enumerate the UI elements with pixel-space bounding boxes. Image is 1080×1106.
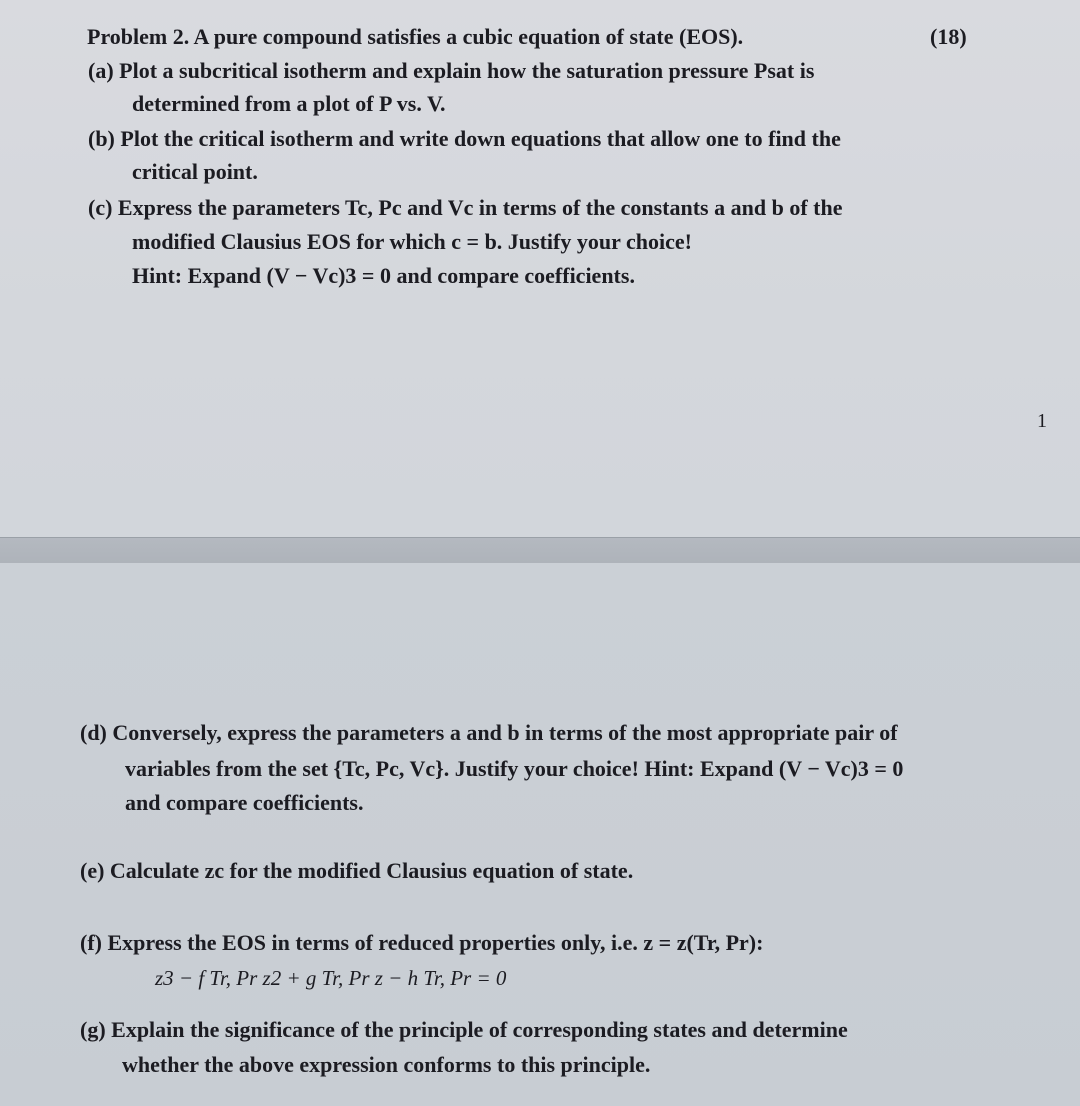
part-a-line1: (a) Plot a subcritical isotherm and explain how the saturation pressure Psat is xyxy=(88,58,815,83)
part-g-line1: (g) Explain the significance of the principle of corresponding states and determine xyxy=(80,1017,848,1042)
part-b-line1: (b) Plot the critical isotherm and write down equations that allow one to find the xyxy=(88,126,841,151)
part-d-line1: (d) Conversely, express the parameters a and b in terms of the most appropriate pair of xyxy=(80,720,898,745)
part-d-line3: and compare coefficients. xyxy=(125,790,364,815)
part-c-line2: modified Clausius EOS for which c = b. Justify your choice! xyxy=(132,229,692,254)
reduced-eos-equation: z3 − f Tr, Pr z2 + g Tr, Pr z − h Tr, Pr = 0 xyxy=(155,966,507,990)
points-label: (18) xyxy=(930,24,967,49)
part-g-line2: whether the above expression conforms to this principle. xyxy=(122,1052,651,1077)
part-c-line1: (c) Express the parameters Tc, Pc and Vc in terms of the constants a and b of the xyxy=(88,195,843,220)
part-b-line2: critical point. xyxy=(132,159,258,184)
page-number: 1 xyxy=(1037,410,1047,432)
part-f-line: (f) Express the EOS in terms of reduced properties only, i.e. z = z(Tr, Pr): xyxy=(80,930,764,955)
part-a-line2: determined from a plot of P vs. V. xyxy=(132,91,446,116)
page-separator xyxy=(0,537,1080,564)
part-e-line: (e) Calculate zc for the modified Clausius equation of state. xyxy=(80,858,634,883)
problem-title: Problem 2. A pure compound satisfies a cubic equation of state (EOS). xyxy=(87,24,744,49)
part-c-hint: Hint: Expand (V − Vc)3 = 0 and compare coefficients. xyxy=(132,263,635,288)
part-d-line2: variables from the set {Tc, Pc, Vc}. Justify your choice! Hint: Expand (V − Vc)3 = 0 xyxy=(125,756,904,781)
